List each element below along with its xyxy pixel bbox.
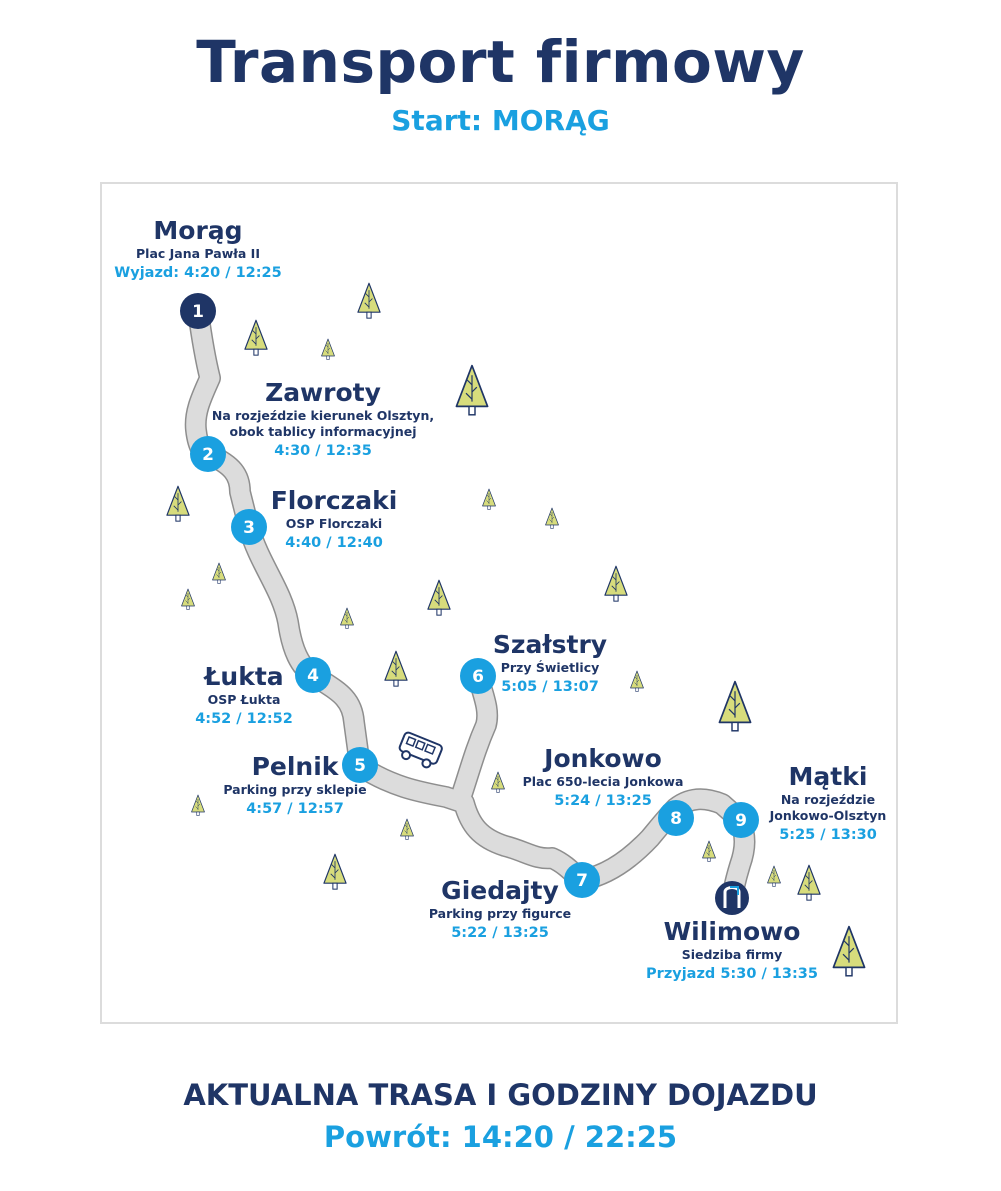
stop-label-jonkowo xyxy=(518,744,688,812)
stop-description: Plac Jana Pawła II xyxy=(136,246,260,261)
stop-label-wilimowo xyxy=(632,917,832,985)
stop-label-zawroty xyxy=(193,378,453,462)
stop-time: Wyjazd: 4:20 / 12:25 xyxy=(114,265,282,281)
stop-time: Przyjazd 5:30 / 13:35 xyxy=(646,966,818,982)
tree-icon xyxy=(798,865,820,900)
stop-description: Plac 650-lecia Jonkowa xyxy=(522,774,684,789)
stop-label-pelnik xyxy=(210,752,380,820)
stop-description: Na rozjeździe xyxy=(780,792,876,807)
stop-description-line2: Jonkowo-Olsztyn xyxy=(769,808,887,823)
stop-name: Mątki xyxy=(788,762,868,791)
tree-icon xyxy=(385,651,407,686)
tree-icon xyxy=(428,580,450,615)
tree-icon xyxy=(719,682,750,731)
route-heading: AKTUALNA TRASA I GODZINY DOJAZDU xyxy=(183,1078,818,1112)
marker-number: 9 xyxy=(735,811,747,831)
tree-icon xyxy=(167,486,189,521)
stop-label-florczaki xyxy=(244,486,424,554)
page-title: Transport firmowy xyxy=(196,28,805,96)
tree-icon xyxy=(833,927,864,976)
stop-label-lukta xyxy=(169,662,319,730)
tree-icon xyxy=(631,671,644,692)
marker-number: 8 xyxy=(670,809,682,829)
stop-description: Parking przy figurce xyxy=(428,906,572,921)
stop-description: Parking przy sklepie xyxy=(223,782,367,797)
stop-description: Siedziba firmy xyxy=(681,947,783,962)
tree-icon xyxy=(245,320,267,355)
stop-marker-9[interactable] xyxy=(723,802,759,838)
marker-number: 4 xyxy=(307,666,319,686)
tree-icon xyxy=(324,854,346,889)
tree-icon xyxy=(605,566,627,601)
tree-icon xyxy=(546,508,559,529)
tree-icon xyxy=(192,795,205,816)
stop-name: Szałstry xyxy=(492,630,608,659)
tree-icon xyxy=(341,608,354,629)
stop-marker-1[interactable] xyxy=(180,293,216,329)
tree-icon xyxy=(483,489,496,510)
marker-number: 2 xyxy=(202,445,214,465)
stop-time: 4:40 / 12:40 xyxy=(285,535,383,551)
stop-time: 4:30 / 12:35 xyxy=(274,443,372,459)
stop-description: Na rozjeździe kierunek Olsztyn, xyxy=(211,408,435,423)
stop-name: Wilimowo xyxy=(663,917,801,946)
stop-name: Pelnik xyxy=(251,752,339,781)
marker-number: 5 xyxy=(354,756,366,776)
stop-label-matki xyxy=(763,762,893,846)
stop-label-szalstry xyxy=(480,630,620,698)
tree-icon xyxy=(401,819,414,840)
company-logo-icon[interactable] xyxy=(715,881,749,915)
stop-description-line2: obok tablicy informacyjnej xyxy=(229,424,417,439)
stop-label-morag xyxy=(98,216,298,284)
stop-name: Zawroty xyxy=(265,378,381,407)
stop-name: Jonkowo xyxy=(544,744,662,773)
stop-time: 5:05 / 13:07 xyxy=(501,679,599,695)
tree-icon xyxy=(182,589,195,610)
stop-name: Morąg xyxy=(153,216,243,245)
bus-icon xyxy=(396,731,443,770)
tree-icon xyxy=(213,563,226,584)
tree-icon xyxy=(703,841,716,862)
stop-description: OSP Florczaki xyxy=(285,516,383,531)
tree-icon xyxy=(456,366,487,415)
stop-description: OSP Łukta xyxy=(207,692,281,707)
stop-name: Florczaki xyxy=(270,486,398,515)
marker-number: 6 xyxy=(472,667,484,687)
return-times: Powrót: 14:20 / 22:25 xyxy=(323,1120,678,1154)
tree-icon xyxy=(492,772,505,793)
stop-label-giedajty xyxy=(420,876,580,944)
tree-icon xyxy=(358,283,380,318)
stop-name: Giedajty xyxy=(441,876,559,905)
marker-number: 3 xyxy=(243,518,255,538)
stop-time: 4:57 / 12:57 xyxy=(246,801,344,817)
stop-description: Przy Świetlicy xyxy=(500,660,600,675)
tree-icon xyxy=(322,339,335,360)
stop-name: Łukta xyxy=(204,662,284,691)
stop-time: 4:52 / 12:52 xyxy=(195,711,293,727)
marker-number: 1 xyxy=(192,302,204,322)
stop-time: 5:24 / 13:25 xyxy=(554,793,652,809)
stop-time: 5:22 / 13:25 xyxy=(451,925,549,941)
page-subtitle: Start: MORĄG xyxy=(391,104,610,137)
marker-number: 7 xyxy=(576,871,588,891)
tree-icon xyxy=(768,866,781,887)
stop-time: 5:25 / 13:30 xyxy=(779,827,877,843)
